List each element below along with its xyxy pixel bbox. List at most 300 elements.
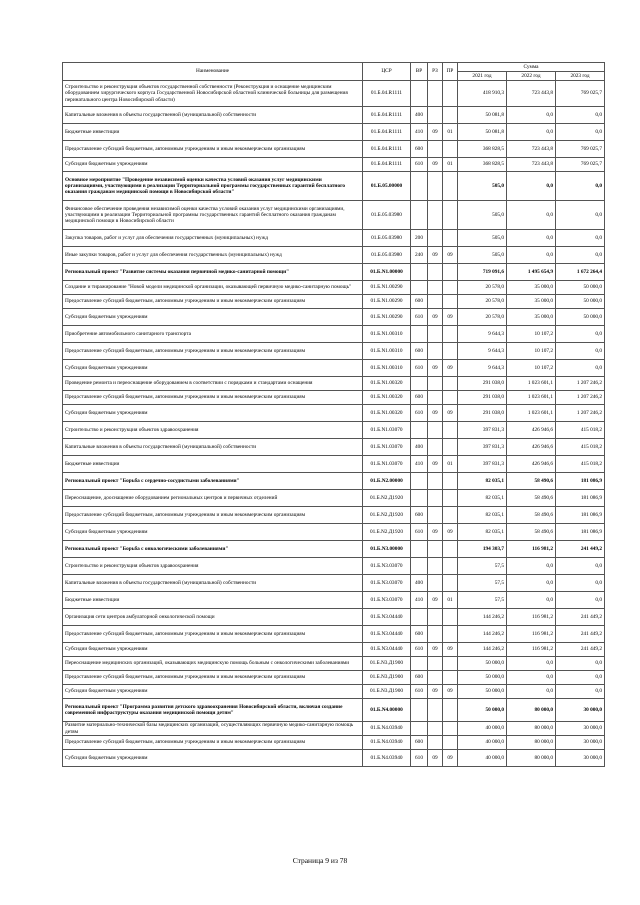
row-2023-cell: 50 000,0 (556, 281, 605, 295)
row-2021-cell: 40 000,0 (458, 722, 507, 736)
row-2023-cell: 0,0 (556, 107, 605, 124)
row-2022-cell: 426 946,6 (507, 422, 556, 439)
row-2021-cell: 144 246,2 (458, 643, 507, 657)
row-2021-cell: 50 000,0 (458, 671, 507, 685)
table-row (63, 575, 605, 592)
row-pr-cell (443, 391, 458, 405)
row-2021-cell: 144 246,2 (458, 626, 507, 643)
row-pr-cell (443, 172, 458, 201)
row-name-cell: Приобретение автомобильного санитарного транспорта (63, 326, 363, 343)
row-2022-cell: 0,0 (507, 575, 556, 592)
row-2023-cell: 181 086,9 (556, 507, 605, 524)
row-pr-cell: 09 (443, 750, 458, 767)
row-2021-cell: 50 081,8 (458, 124, 507, 141)
row-vr-cell: 600 (411, 141, 428, 158)
row-name-cell: Создание и тиражирование "Новой модели медицинской организации, оказывающей первичную медико-санитарную помощь" (63, 281, 363, 295)
row-vr-cell: 610 (411, 405, 428, 422)
row-pr-cell: 09 (443, 360, 458, 377)
row-vr-cell: 610 (411, 158, 428, 172)
row-2023-cell: 415 018,2 (556, 456, 605, 473)
row-2023-cell: 241 449,2 (556, 626, 605, 643)
table-row (63, 377, 605, 391)
row-rz-cell: 09 (428, 158, 443, 172)
row-2021-cell: 291 038,0 (458, 405, 507, 422)
row-name-cell: Переоснащение медицинских организаций, оказывающих медицинскую помощь больным с онкологическими заболеваниями (63, 657, 363, 671)
row-2021-cell: 194 303,7 (458, 541, 507, 558)
table-row (63, 405, 605, 422)
row-name-cell: Основное мероприятие "Проведение независимой оценки качества условий оказания услуг медицинскими организациями, участвующими в реализации Территориальной программы государственных гарантий бесплатного оказания гражданам медицинской помощи в Новосибирской области" (63, 172, 363, 201)
row-csr-cell: 01.Б.N3.04440 (363, 609, 411, 626)
row-rz-cell: 09 (428, 309, 443, 326)
row-2022-cell: 58 490,6 (507, 473, 556, 490)
row-2023-cell: 769 025,7 (556, 81, 605, 107)
row-2022-cell: 116 981,2 (507, 541, 556, 558)
row-2023-cell: 50 000,0 (556, 295, 605, 309)
row-rz-cell (428, 81, 443, 107)
row-2023-cell: 0,0 (556, 172, 605, 201)
row-name-cell: Субсидии бюджетным учреждениям (63, 360, 363, 377)
row-vr-cell (411, 699, 428, 722)
row-2022-cell: 80 000,0 (507, 736, 556, 750)
row-name-cell: Переоснащение, дооснащение оборудованием региональных центров и первичных отделений (63, 490, 363, 507)
table-row (63, 141, 605, 158)
row-name-cell: Закупка товаров, работ и услуг для обеспечения государственных (муниципальных) нужд (63, 230, 363, 247)
row-name-cell: Региональный проект "Борьба с сердечно-сосудистыми заболеваниями" (63, 473, 363, 490)
row-rz-cell (428, 422, 443, 439)
row-csr-cell: 01.Б.N1.00290 (363, 295, 411, 309)
row-csr-cell: 01.Б.N2.Д1920 (363, 524, 411, 541)
row-rz-cell (428, 172, 443, 201)
row-rz-cell (428, 490, 443, 507)
row-csr-cell: 01.Б.05.03980 (363, 247, 411, 264)
row-csr-cell: 01.Б.04.R1111 (363, 141, 411, 158)
table-row (63, 124, 605, 141)
row-2021-cell: 82 035,1 (458, 490, 507, 507)
row-rz-cell: 09 (428, 750, 443, 767)
table-row (63, 524, 605, 541)
table-row (63, 671, 605, 685)
row-2022-cell: 35 000,0 (507, 281, 556, 295)
row-2022-cell: 0,0 (507, 685, 556, 699)
table-row (63, 736, 605, 750)
row-name-cell: Бюджетные инвестиции (63, 592, 363, 609)
row-name-cell: Предоставление субсидий бюджетным, автономным учреждениям и иным некоммерческим организациям (63, 343, 363, 360)
row-csr-cell: 01.Б.04.R1111 (363, 107, 411, 124)
row-pr-cell: 01 (443, 158, 458, 172)
row-2021-cell: 57,5 (458, 575, 507, 592)
row-2022-cell: 0,0 (507, 247, 556, 264)
row-pr-cell (443, 473, 458, 490)
row-name-cell: Субсидии бюджетным учреждениям (63, 524, 363, 541)
row-name-cell: Капитальные вложения в объекты государственной (муниципальной) собственности (63, 439, 363, 456)
row-vr-cell: 600 (411, 343, 428, 360)
row-2021-cell: 505,0 (458, 247, 507, 264)
row-pr-cell (443, 377, 458, 391)
table-row (63, 609, 605, 626)
table-row (63, 439, 605, 456)
row-name-cell: Субсидии бюджетным учреждениям (63, 685, 363, 699)
row-2023-cell: 769 025,7 (556, 158, 605, 172)
row-pr-cell: 09 (443, 685, 458, 699)
row-2021-cell: 50 000,0 (458, 657, 507, 671)
row-2021-cell: 9 644,3 (458, 326, 507, 343)
table-row (63, 490, 605, 507)
row-rz-cell (428, 201, 443, 230)
row-2021-cell: 82 035,1 (458, 524, 507, 541)
row-2023-cell: 0,0 (556, 201, 605, 230)
row-2023-cell: 241 449,2 (556, 541, 605, 558)
row-2021-cell: 505,0 (458, 172, 507, 201)
row-vr-cell (411, 473, 428, 490)
row-2023-cell: 30 000,0 (556, 722, 605, 736)
row-2022-cell: 0,0 (507, 657, 556, 671)
row-vr-cell (411, 326, 428, 343)
row-2022-cell: 0,0 (507, 558, 556, 575)
row-vr-cell: 610 (411, 750, 428, 767)
row-csr-cell: 01.Б.N4.03940 (363, 750, 411, 767)
row-2023-cell: 415 018,2 (556, 439, 605, 456)
row-name-cell: Строительство и реконструкция объектов государственной собственности (Реконструкция и оснащение медицинским оборудованием хирургического корпуса Государственной Новосибирской областной клинической больницы для размещения перинатального центра Новосибирской области) (63, 81, 363, 107)
row-2023-cell: 1 207 246,2 (556, 377, 605, 391)
row-rz-cell (428, 439, 443, 456)
table-row (63, 592, 605, 609)
row-pr-cell (443, 422, 458, 439)
row-2022-cell: 116 981,2 (507, 643, 556, 657)
row-2023-cell: 0,0 (556, 671, 605, 685)
row-rz-cell (428, 295, 443, 309)
table-row (63, 343, 605, 360)
row-pr-cell (443, 81, 458, 107)
table-row (63, 391, 605, 405)
row-2021-cell: 9 644,3 (458, 360, 507, 377)
row-pr-cell (443, 699, 458, 722)
row-pr-cell (443, 281, 458, 295)
table-row (63, 264, 605, 281)
table-row (63, 281, 605, 295)
header-sum: Сумма (458, 63, 605, 72)
row-rz-cell (428, 230, 443, 247)
row-name-cell: Субсидии бюджетным учреждениям (63, 405, 363, 422)
row-2023-cell: 0,0 (556, 326, 605, 343)
header-year-2022: 2022 год (507, 72, 556, 81)
row-csr-cell: 01.Б.N3.03070 (363, 592, 411, 609)
row-2021-cell: 57,5 (458, 558, 507, 575)
row-pr-cell (443, 343, 458, 360)
row-2022-cell: 10 107,2 (507, 326, 556, 343)
row-name-cell: Предоставление субсидий бюджетным, автономным учреждениям и иным некоммерческим организациям (63, 626, 363, 643)
row-name-cell: Предоставление субсидий бюджетным, автономным учреждениям и иным некоммерческим организациям (63, 391, 363, 405)
row-2021-cell: 50 000,0 (458, 685, 507, 699)
row-2023-cell: 0,0 (556, 657, 605, 671)
row-pr-cell: 01 (443, 456, 458, 473)
row-rz-cell (428, 736, 443, 750)
row-2021-cell: 505,0 (458, 230, 507, 247)
row-vr-cell: 600 (411, 507, 428, 524)
row-rz-cell (428, 657, 443, 671)
row-2023-cell: 1 207 246,2 (556, 391, 605, 405)
table-row (63, 360, 605, 377)
row-2021-cell: 50 000,0 (458, 699, 507, 722)
row-name-cell: Развитие материально-технической базы медицинских организаций, осуществляющих первичную медико-санитарную помощь детям (63, 722, 363, 736)
row-name-cell: Капитальные вложения в объекты государственной (муниципальной) собственности (63, 107, 363, 124)
row-2021-cell: 20 578,0 (458, 281, 507, 295)
row-csr-cell: 01.Б.N1.03070 (363, 439, 411, 456)
row-pr-cell (443, 671, 458, 685)
row-vr-cell (411, 722, 428, 736)
row-name-cell: Иные закупки товаров, работ и услуг для обеспечения государственных (муниципальных) нужд (63, 247, 363, 264)
row-2023-cell: 30 000,0 (556, 699, 605, 722)
row-name-cell: Строительство и реконструкция объектов здравоохранения (63, 558, 363, 575)
row-2022-cell: 80 000,0 (507, 699, 556, 722)
row-vr-cell: 410 (411, 456, 428, 473)
row-name-cell: Предоставление субсидий бюджетным, автономным учреждениям и иным некоммерческим организациям (63, 671, 363, 685)
table-row (63, 309, 605, 326)
header-year-2023: 2023 год (556, 72, 605, 81)
row-pr-cell (443, 107, 458, 124)
row-name-cell: Субсидии бюджетным учреждениям (63, 158, 363, 172)
row-rz-cell (428, 473, 443, 490)
row-2023-cell: 0,0 (556, 343, 605, 360)
row-pr-cell (443, 609, 458, 626)
table-row (63, 507, 605, 524)
row-2021-cell: 20 578,0 (458, 309, 507, 326)
table-row (63, 107, 605, 124)
row-2021-cell: 40 000,0 (458, 736, 507, 750)
row-name-cell: Предоставление субсидий бюджетным, автономным учреждениям и иным некоммерческим организациям (63, 507, 363, 524)
row-name-cell: Предоставление субсидий бюджетным, автономным учреждениям и иным некоммерческим организациям (63, 141, 363, 158)
row-rz-cell (428, 699, 443, 722)
table-row (63, 230, 605, 247)
row-rz-cell (428, 343, 443, 360)
table-row (63, 326, 605, 343)
row-2022-cell: 10 107,2 (507, 360, 556, 377)
row-2023-cell: 0,0 (556, 247, 605, 264)
table-row (63, 722, 605, 736)
row-vr-cell: 600 (411, 295, 428, 309)
row-csr-cell: 01.Б.N2.Д1920 (363, 507, 411, 524)
row-2021-cell: 719 091,6 (458, 264, 507, 281)
row-csr-cell: 01.Б.N3.04440 (363, 626, 411, 643)
table-row (63, 81, 605, 107)
row-rz-cell: 09 (428, 247, 443, 264)
row-2021-cell: 9 644,3 (458, 343, 507, 360)
row-2022-cell: 0,0 (507, 172, 556, 201)
row-2023-cell: 30 000,0 (556, 750, 605, 767)
row-csr-cell: 01.Б.04.R1111 (363, 81, 411, 107)
row-pr-cell (443, 264, 458, 281)
row-csr-cell: 01.Б.N3.Д1900 (363, 685, 411, 699)
row-name-cell: Организация сети центров амбулаторной онкологической помощи (63, 609, 363, 626)
row-2022-cell: 1 495 654,9 (507, 264, 556, 281)
row-2023-cell: 50 000,0 (556, 309, 605, 326)
row-2021-cell: 40 000,0 (458, 750, 507, 767)
row-name-cell: Предоставление субсидий бюджетным, автономным учреждениям и иным некоммерческим организациям (63, 736, 363, 750)
row-2022-cell: 0,0 (507, 671, 556, 685)
row-rz-cell (428, 264, 443, 281)
row-pr-cell: 01 (443, 592, 458, 609)
row-pr-cell (443, 490, 458, 507)
row-vr-cell (411, 657, 428, 671)
row-2022-cell: 1 023 601,1 (507, 377, 556, 391)
row-vr-cell (411, 609, 428, 626)
row-rz-cell (428, 107, 443, 124)
row-name-cell: Региональный проект "Борьба с онкологическими заболеваниями" (63, 541, 363, 558)
header-year-2021: 2021 год (458, 72, 507, 81)
row-2022-cell: 0,0 (507, 592, 556, 609)
row-pr-cell (443, 439, 458, 456)
table-row (63, 295, 605, 309)
row-pr-cell: 09 (443, 524, 458, 541)
row-2023-cell: 0,0 (556, 230, 605, 247)
row-rz-cell (428, 558, 443, 575)
row-vr-cell: 610 (411, 360, 428, 377)
row-2022-cell: 10 107,2 (507, 343, 556, 360)
header-rz: РЗ (428, 63, 443, 81)
row-2022-cell: 58 490,6 (507, 490, 556, 507)
row-2022-cell: 0,0 (507, 107, 556, 124)
row-csr-cell: 01.Б.N1.00310 (363, 326, 411, 343)
table-row (63, 699, 605, 722)
row-csr-cell: 01.Б.04.R1111 (363, 158, 411, 172)
row-rz-cell: 09 (428, 360, 443, 377)
row-2022-cell: 116 981,2 (507, 626, 556, 643)
row-2021-cell: 397 831,3 (458, 422, 507, 439)
row-vr-cell: 600 (411, 736, 428, 750)
row-2022-cell: 58 490,6 (507, 524, 556, 541)
row-vr-cell: 400 (411, 107, 428, 124)
row-csr-cell: 01.Б.N3.03070 (363, 575, 411, 592)
row-vr-cell: 610 (411, 524, 428, 541)
table-row (63, 473, 605, 490)
table-body (63, 81, 605, 767)
budget-table (62, 62, 605, 767)
row-name-cell: Субсидии бюджетным учреждениям (63, 750, 363, 767)
table-row (63, 172, 605, 201)
row-csr-cell: 01.Б.N1.00320 (363, 377, 411, 391)
row-rz-cell (428, 281, 443, 295)
row-2023-cell: 181 086,9 (556, 524, 605, 541)
row-2022-cell: 723 443,8 (507, 81, 556, 107)
row-2023-cell: 241 449,2 (556, 643, 605, 657)
row-csr-cell: 01.Б.N1.03070 (363, 456, 411, 473)
row-2021-cell: 144 246,2 (458, 609, 507, 626)
row-2023-cell: 769 025,7 (556, 141, 605, 158)
header-csr: ЦСР (363, 63, 411, 81)
row-csr-cell: 01.Б.N1.00000 (363, 264, 411, 281)
row-rz-cell (428, 377, 443, 391)
row-rz-cell: 09 (428, 592, 443, 609)
row-rz-cell: 09 (428, 524, 443, 541)
row-csr-cell: 01.Б.05.03980 (363, 201, 411, 230)
row-pr-cell: 01 (443, 124, 458, 141)
row-2021-cell: 50 081,8 (458, 107, 507, 124)
row-csr-cell: 01.Б.N3.Д1900 (363, 671, 411, 685)
row-2023-cell: 0,0 (556, 575, 605, 592)
row-csr-cell: 01.Б.N1.00320 (363, 391, 411, 405)
row-2023-cell: 1 207 246,2 (556, 405, 605, 422)
table-row (63, 247, 605, 264)
row-2021-cell: 57,5 (458, 592, 507, 609)
row-2022-cell: 58 490,6 (507, 507, 556, 524)
row-vr-cell: 610 (411, 685, 428, 699)
row-pr-cell (443, 201, 458, 230)
row-pr-cell (443, 736, 458, 750)
row-2023-cell: 1 672 264,4 (556, 264, 605, 281)
row-rz-cell: 09 (428, 685, 443, 699)
row-rz-cell (428, 507, 443, 524)
row-pr-cell (443, 657, 458, 671)
row-csr-cell: 01.Б.N1.00310 (363, 343, 411, 360)
budget-table-page (62, 62, 604, 767)
row-vr-cell: 410 (411, 592, 428, 609)
page-number: Страница 9 из 78 (292, 856, 348, 865)
row-2023-cell: 0,0 (556, 558, 605, 575)
row-rz-cell (428, 609, 443, 626)
row-rz-cell (428, 626, 443, 643)
row-pr-cell (443, 326, 458, 343)
row-2022-cell: 0,0 (507, 230, 556, 247)
row-rz-cell: 09 (428, 643, 443, 657)
row-rz-cell (428, 541, 443, 558)
row-csr-cell: 01.Б.05.00000 (363, 172, 411, 201)
row-2023-cell: 0,0 (556, 360, 605, 377)
row-name-cell: Региональный проект "Развитие системы оказания первичной медико-санитарной помощи" (63, 264, 363, 281)
row-2023-cell: 0,0 (556, 592, 605, 609)
row-vr-cell (411, 264, 428, 281)
row-vr-cell (411, 558, 428, 575)
row-pr-cell: 09 (443, 405, 458, 422)
row-vr-cell: 240 (411, 247, 428, 264)
row-pr-cell (443, 722, 458, 736)
row-rz-cell: 09 (428, 124, 443, 141)
row-2022-cell: 0,0 (507, 124, 556, 141)
row-2021-cell: 82 035,1 (458, 473, 507, 490)
row-csr-cell: 01.Б.N3.00000 (363, 541, 411, 558)
row-pr-cell (443, 575, 458, 592)
row-vr-cell: 400 (411, 575, 428, 592)
row-2023-cell: 181 086,9 (556, 473, 605, 490)
row-2021-cell: 291 038,0 (458, 377, 507, 391)
row-csr-cell: 01.Б.N4.00000 (363, 699, 411, 722)
row-vr-cell: 200 (411, 230, 428, 247)
row-rz-cell (428, 326, 443, 343)
row-pr-cell (443, 626, 458, 643)
row-2021-cell: 368 828,5 (458, 141, 507, 158)
row-vr-cell (411, 281, 428, 295)
row-vr-cell (411, 377, 428, 391)
row-csr-cell: 01.Б.N1.00290 (363, 281, 411, 295)
row-vr-cell (411, 81, 428, 107)
row-2022-cell: 723 443,8 (507, 141, 556, 158)
row-pr-cell (443, 141, 458, 158)
row-vr-cell: 410 (411, 124, 428, 141)
row-2022-cell: 80 000,0 (507, 722, 556, 736)
table-row (63, 626, 605, 643)
row-rz-cell: 09 (428, 456, 443, 473)
table-row (63, 750, 605, 767)
row-2023-cell: 0,0 (556, 124, 605, 141)
row-2021-cell: 418 910,3 (458, 81, 507, 107)
table-row (63, 657, 605, 671)
row-pr-cell: 09 (443, 247, 458, 264)
row-name-cell: Региональный проект "Программа развития детского здравоохранения Новосибирской области, включая создание современной инфраструктуры оказания медицинской помощи детям" (63, 699, 363, 722)
row-csr-cell: 01.Б.04.R1111 (363, 124, 411, 141)
row-rz-cell (428, 722, 443, 736)
row-vr-cell: 600 (411, 671, 428, 685)
row-rz-cell (428, 575, 443, 592)
row-2022-cell: 426 946,6 (507, 439, 556, 456)
row-vr-cell (411, 172, 428, 201)
